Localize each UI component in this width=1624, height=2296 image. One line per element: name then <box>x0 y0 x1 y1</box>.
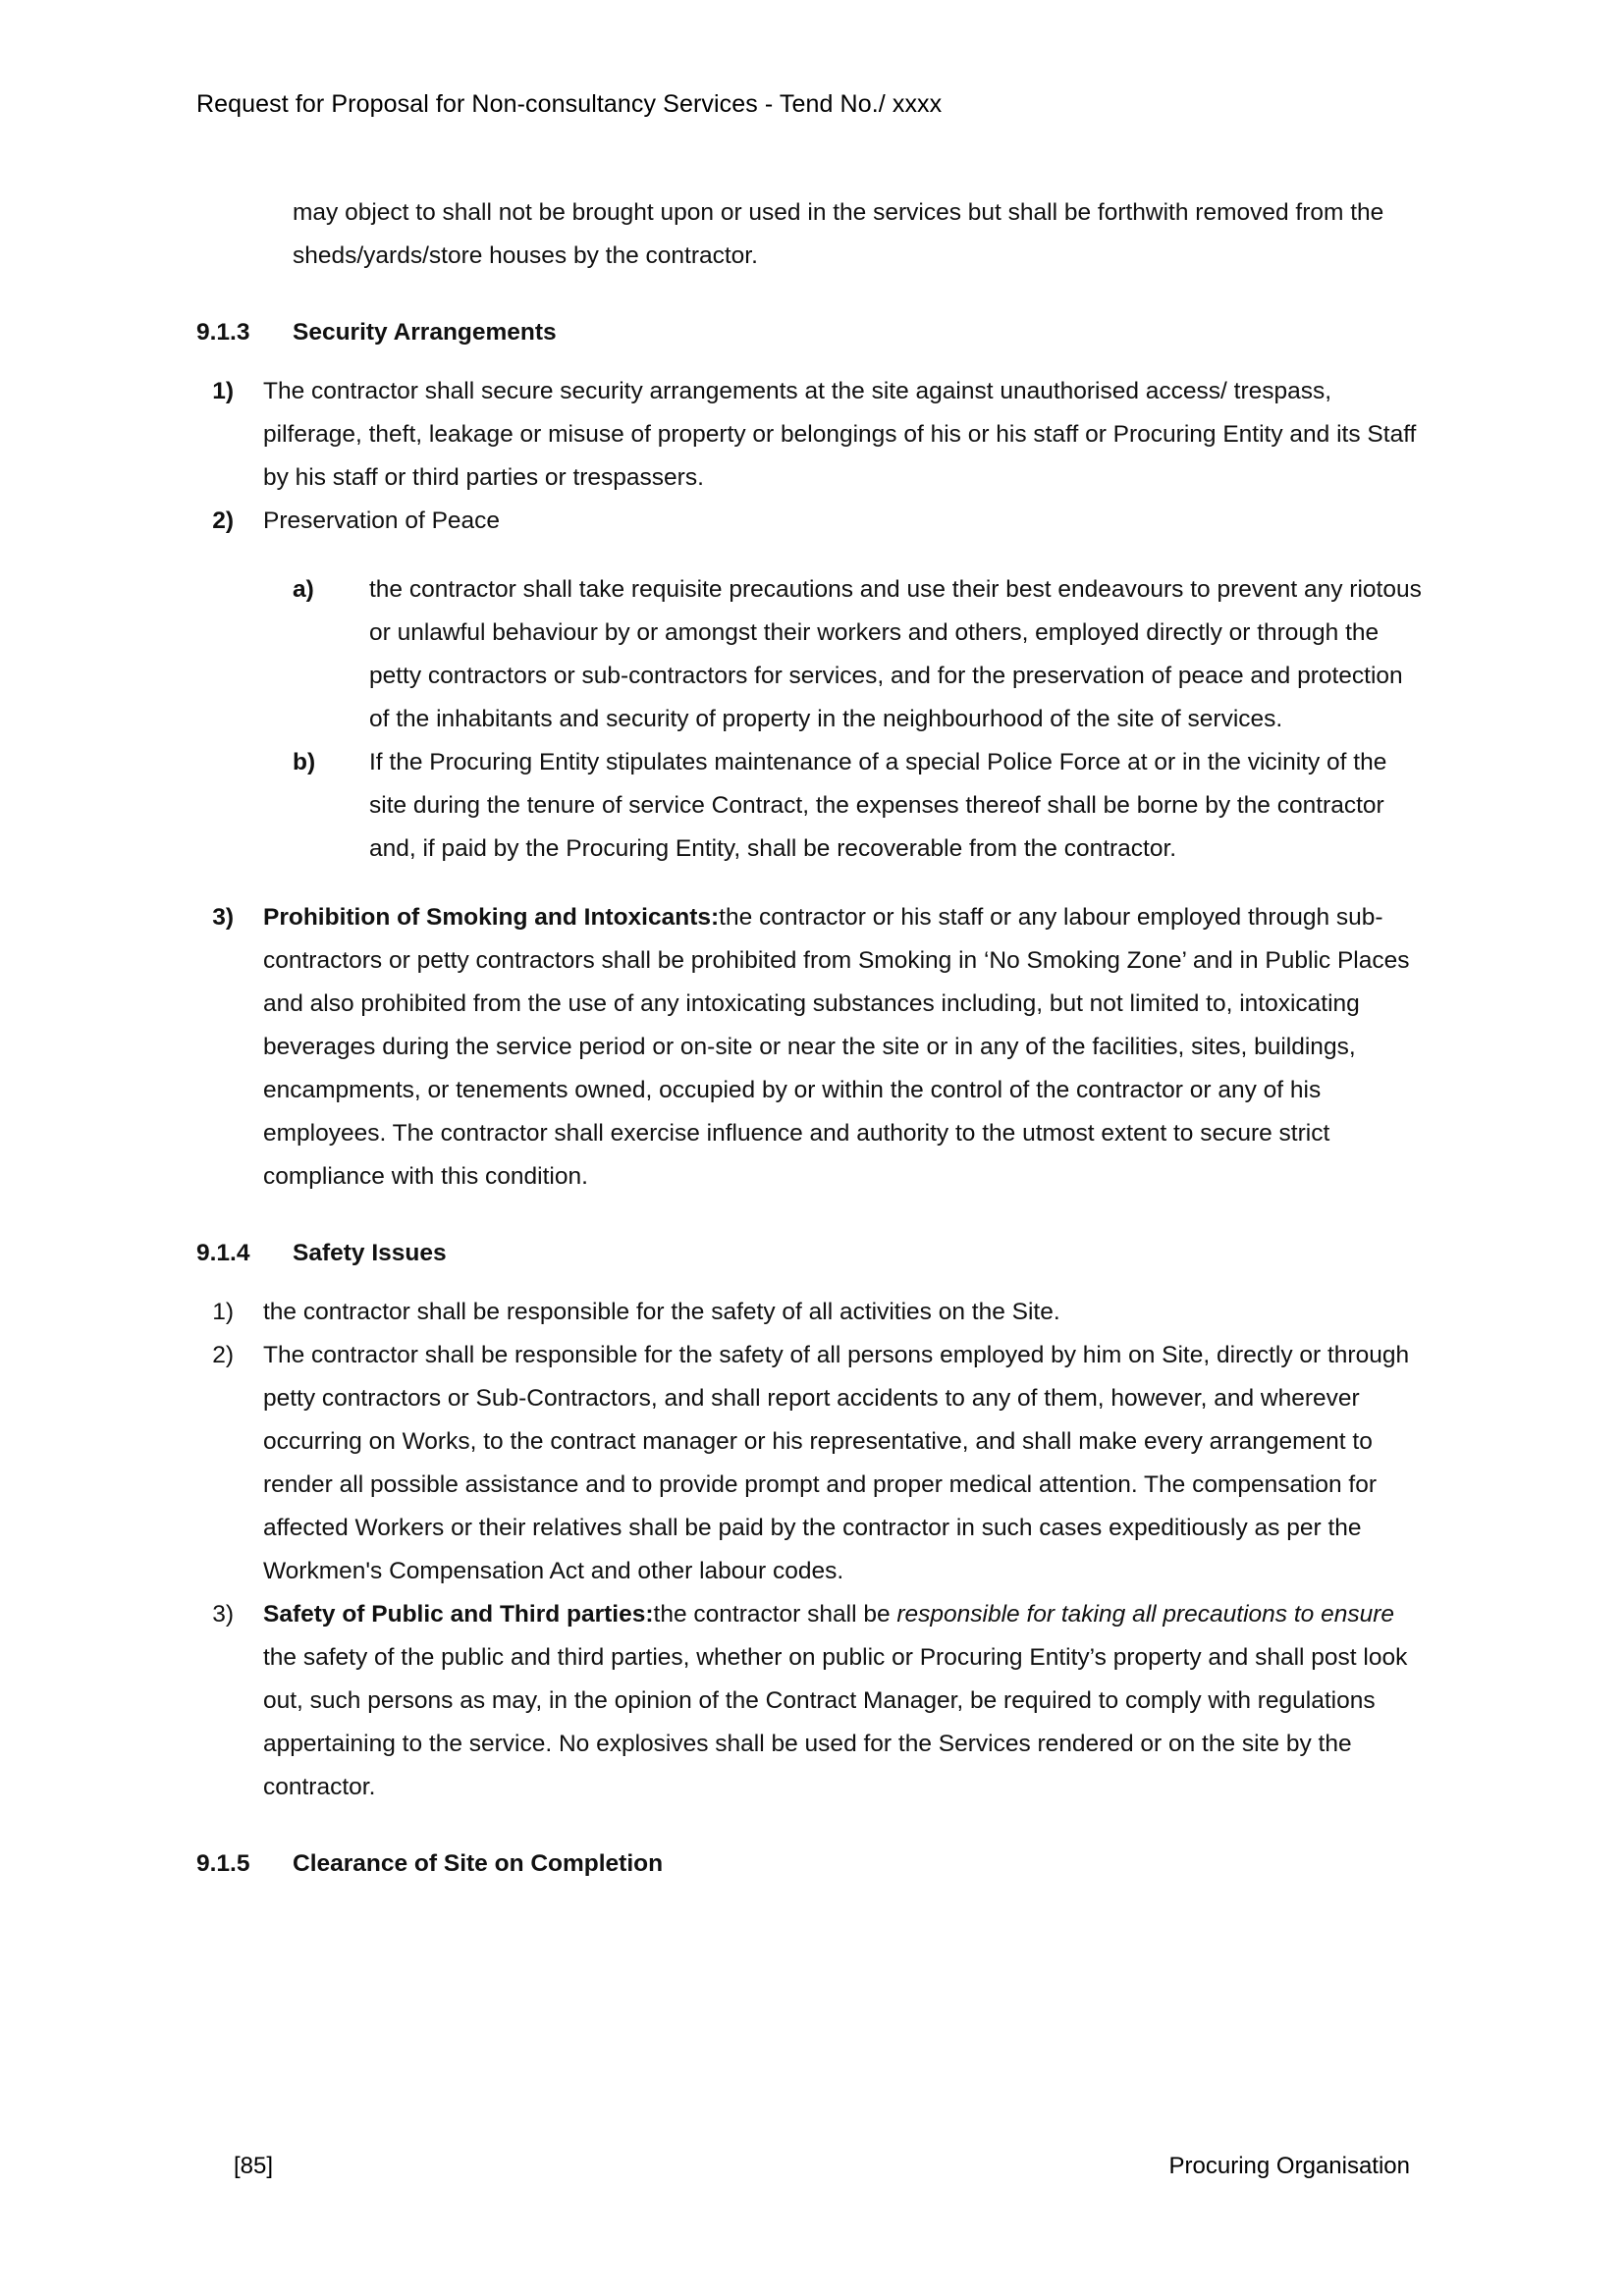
list-item <box>196 370 1429 500</box>
page-footer <box>196 2153 1428 2180</box>
page-header <box>196 90 1428 119</box>
sub-list-text: the contractor shall take requisite precautions and use their best endeavours to prevent any riotous or unlawful behaviour by or amongst their workers and others, employed directly or through the petty contractors or sub-contractors for services, and for the preservation of peace and protection of the inhabitants and security of property in the neighbourhood of the site of services. <box>369 576 1422 732</box>
section-title: Safety Issues <box>293 1240 447 1266</box>
list-item <box>196 1291 1429 1334</box>
list-text-lead: Prohibition of Smoking and Intoxicants: <box>263 904 720 931</box>
section-heading-9-1-4 <box>196 1232 1429 1275</box>
sub-list-item <box>293 568 1429 741</box>
sub-list-marker: b) <box>293 749 316 775</box>
sub-list-text: If the Procuring Entity stipulates maintenance of a special Police Force at or in the vicinity of the site during the tenure of service Contract, the expenses thereof shall be borne by the contractor and, if paid by the Procuring Entity, shall be recoverable from the contractor. <box>369 749 1387 862</box>
list-text: Preservation of Peace <box>263 507 501 534</box>
section-title: Security Arrangements <box>293 319 557 346</box>
list-text: The contractor shall be responsible for the safety of all persons employed by him on Site, directly or through petty contractors or Sub-Contractors, and shall report accidents to any of them, however, and wherever occurring on Works, to the contract manager or his representative, and shall make every arrangement to render all possible assistance and to provide prompt and proper medical attention. The compensation for affected Workers or their relatives shall be paid by the contractor in such cases expeditiously as per the Workmen's Compensation Act and other labour codes. <box>263 1342 1410 1584</box>
header-title: Request for Proposal for Non-consultancy Services - Tend No./ xxxx <box>196 90 943 118</box>
spacer <box>196 871 1429 896</box>
section-number: 9.1.4 <box>196 1240 250 1266</box>
footer-organisation: Procuring Organisation <box>1168 2153 1410 2179</box>
list-text-part1: the contractor shall be <box>653 1601 897 1628</box>
section-number: 9.1.5 <box>196 1850 250 1877</box>
list-item <box>196 1593 1429 1809</box>
list-marker: 3) <box>212 1601 234 1628</box>
document-body <box>196 191 1429 1901</box>
list-text: the contractor shall be responsible for the safety of all activities on the Site. <box>263 1299 1060 1325</box>
section-heading-9-1-5 <box>196 1842 1429 1886</box>
list-item <box>196 1334 1429 1593</box>
section-title: Clearance of Site on Completion <box>293 1850 664 1877</box>
list-text-rest: the contractor or his staff or any labour employed through sub-contractors or petty contractors shall be prohibited from Smoking in ‘No Smoking Zone’ and in Public Places and also prohibited from the use of any intoxicating substances including, but not limited to, intoxicating beverages during the service period or on-site or near the site or in any of the facilities, sites, buildings, encampments, or tenements owned, occupied by or within the control of the contractor or any of his employees. The contractor shall exercise influence and authority to the utmost extent to secure strict compliance with this condition. <box>263 904 1410 1190</box>
list-text <box>263 896 1429 1199</box>
list-text-italic: responsible for taking all precautions to ensure <box>896 1601 1395 1628</box>
list-item <box>196 896 1429 1199</box>
intro-paragraph: may object to shall not be brought upon or used in the services but shall be forthwith removed from the sheds/yards/store houses by the contractor. <box>293 199 1384 269</box>
sub-list-item <box>293 741 1429 871</box>
list-text <box>263 1593 1429 1809</box>
section-number: 9.1.3 <box>196 319 250 346</box>
list-marker: 2) <box>212 507 234 534</box>
list-marker: 1) <box>212 378 234 404</box>
section-heading-9-1-3 <box>196 311 1429 354</box>
list-marker: 2) <box>212 1342 234 1368</box>
list-marker: 3) <box>212 904 234 931</box>
page-number: [85] <box>234 2153 274 2179</box>
list-item <box>196 500 1429 543</box>
list-marker: 1) <box>212 1299 234 1325</box>
sub-list-marker: a) <box>293 576 314 603</box>
list-text-part2: the safety of the public and third parties, whether on public or Procuring Entity’s property and shall post look out, such persons as may, in the opinion of the Contract Manager, be required to comply with regulations appertaining to the service. No explosives shall be used for the Services rendered or on the site by the contractor. <box>263 1644 1408 1800</box>
list-text-lead: Safety of Public and Third parties: <box>263 1601 654 1628</box>
spacer <box>196 543 1429 568</box>
list-text: The contractor shall secure security arrangements at the site against unauthorised access/ trespass, pilferage, theft, leakage or misuse of property or belongings of his or his staff or Procuring Entity and its Staff by his staff or third parties or trespassers. <box>263 378 1417 491</box>
